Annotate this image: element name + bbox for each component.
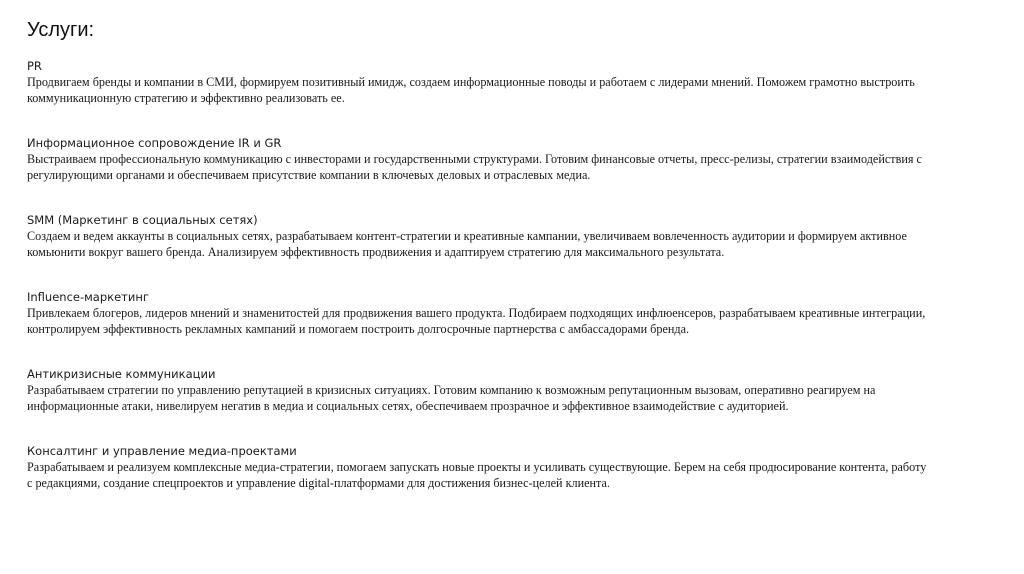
service-title: PR xyxy=(27,59,42,73)
service-title: Influence-маркетинг xyxy=(27,290,149,304)
services-page xyxy=(27,18,927,520)
page-title: Услуги: xyxy=(27,19,95,41)
service-title: Консалтинг и управление медиа-проектами xyxy=(27,444,297,458)
service-title: SMM (Маркетинг в социальных сетях) xyxy=(27,213,258,227)
service-description: Разрабатываем стратегии по управлению репутацией в кризисных ситуациях. Готовим компанию к возможным репутационным вызовам, оперативно реагируем на информационные атаки, нивелируем негатив в медиа и социальных сетях, обеспечиваем прозрачное и эффективное взаимодействие с аудиторией. xyxy=(27,383,876,413)
service-anticrisis xyxy=(27,366,927,414)
service-description: Разрабатываем и реализуем комплексные медиа-стратегии, помогаем запускать новые проекты и усиливать существующие. Берем на себя продюсирование контента, работу с редакциями, создание спецпроектов и управление digital-платформами для достижения бизнес-целей клиента. xyxy=(27,460,927,490)
service-title: Информационное сопровождение IR и GR xyxy=(27,136,282,150)
service-description: Выстраиваем профессиональную коммуникацию с инвесторами и государственными структурами. Готовим финансовые отчеты, пресс-релизы, стратегии взаимодействия с регулирующими органами и обеспечиваем присутствие компании в ключевых деловых и отраслевых медиа. xyxy=(27,152,922,182)
service-description: Создаем и ведем аккаунты в социальных сетях, разрабатываем контент-стратегии и креативные кампании, увеличиваем вовлеченность аудитории и формируем активное комьюнити вокруг вашего бренда. Анализируем эффективность продвижения и адаптируем стратегию для максимального результата. xyxy=(27,229,907,259)
service-title: Антикризисные коммуникации xyxy=(27,367,216,381)
service-ir-gr xyxy=(27,135,927,183)
service-description: Привлекаем блогеров, лидеров мнений и знаменитостей для продвижения вашего продукта. Подбираем подходящих инфлюенсеров, разрабатываем креативные интеграции, контролируем эффективность рекламных кампаний и помогаем построить долгосрочные партнерства с амбассадорами бренда. xyxy=(27,306,926,336)
service-influence xyxy=(27,289,927,337)
service-consulting xyxy=(27,443,927,491)
service-smm xyxy=(27,212,927,260)
service-description: Продвигаем бренды и компании в СМИ, формируем позитивный имидж, создаем информационные поводы и работаем с лидерами мнений. Поможем грамотно выстроить коммуникационную стратегию и эффективно реализовать ее. xyxy=(27,75,915,105)
service-pr xyxy=(27,58,927,106)
